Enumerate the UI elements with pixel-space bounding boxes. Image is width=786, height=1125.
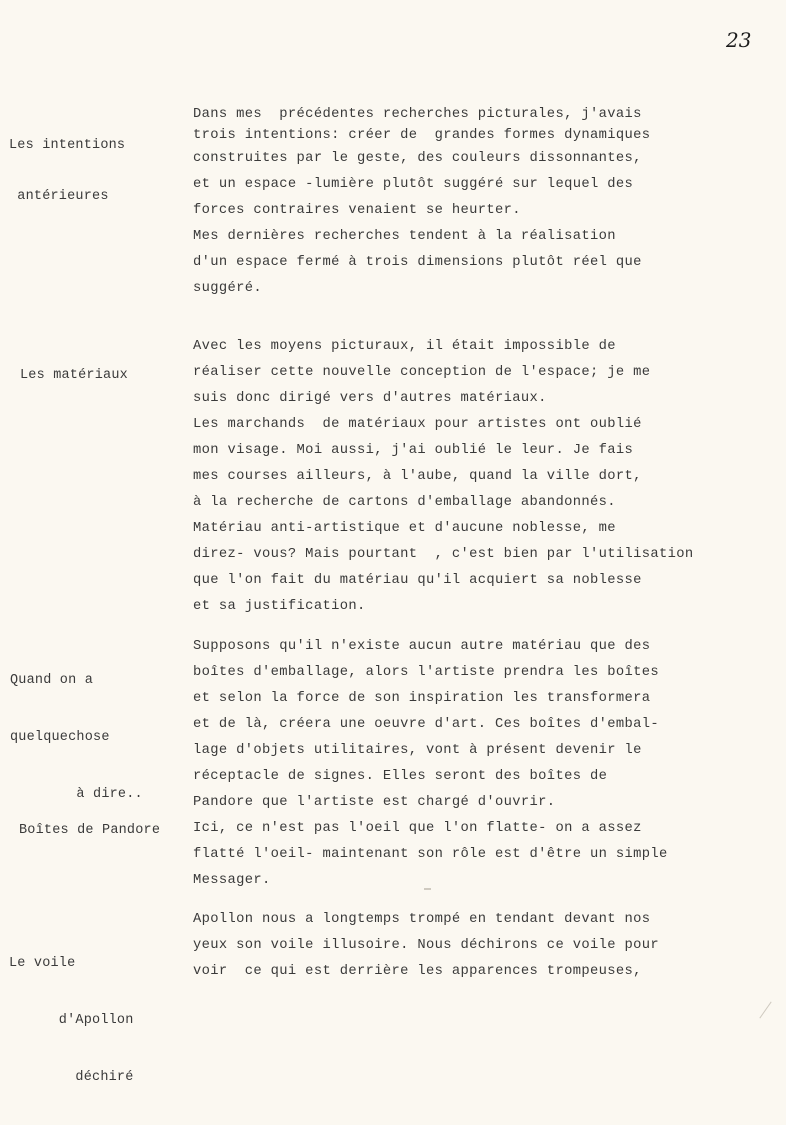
margin-line: à dire.. [10,787,143,802]
text-line: mon visage. Moi aussi, j'ai oublié le leur. Je fais [193,443,634,458]
text-line: direz- vous? Mais pourtant , c'est bien par l'utilisation [193,547,694,562]
margin-line: antérieures [9,189,109,204]
text-line: trois intentions: créer de grandes formes dynamiques [193,128,651,143]
margin-line: quelquechose [10,730,110,745]
text-line: voir ce qui est derrière les apparences trompeuses, [193,964,642,979]
paper-mark [759,1002,771,1019]
text-line: Pandore que l'artiste est chargé d'ouvrir. [193,795,556,810]
margin-line: Les intentions [9,138,126,153]
page-number: 23 [726,28,752,52]
margin-line: Boîtes de Pandore [19,823,161,838]
text-line: et selon la force de son inspiration les transformera [193,691,651,706]
text-line: d'un espace fermé à trois dimensions plutôt réel que [193,255,642,270]
paper-mark [424,888,431,890]
margin-line: Les matériaux [20,368,128,383]
text-line: boîtes d'emballage, alors l'artiste prendra les boîtes [193,665,659,680]
paragraph-boites [193,634,773,894]
text-line: à la recherche de cartons d'emballage abandonnés. [193,495,616,510]
text-line: lage d'objets utilitaires, vont à présent devenir le [193,743,642,758]
text-line: Les marchands de matériaux pour artistes ont oublié [193,417,642,432]
paragraph-materiaux [193,334,773,620]
text-line: Ici, ce n'est pas l'oeil que l'on flatte- on a assez [193,821,642,836]
margin-line: Le voile [9,956,76,971]
margin-note-intentions [9,103,125,239]
text-line: suis donc dirigé vers d'autres matériaux. [193,391,547,406]
paragraph-intentions [193,104,773,302]
text-line: forces contraires venaient se heurter. [193,203,521,218]
text-line: Messager. [193,873,271,888]
text-line: et de là, créera une oeuvre d'art. Ces boîtes d'embal- [193,717,659,732]
text-line: réceptacle de signes. Elles seront des boîtes de [193,769,608,784]
text-line: flatté l'oeil- maintenant son rôle est d'être un simple [193,847,668,862]
text-line: Dans mes précédentes recherches picturales, j'avais [193,107,642,122]
text-line: que l'on fait du matériau qu'il acquiert sa noblesse [193,573,642,588]
text-line: Mes dernières recherches tendent à la réalisation [193,229,616,244]
margin-line: déchiré [9,1070,134,1085]
text-line: et sa justification. [193,599,366,614]
text-line: Matériau anti-artistique et d'aucune noblesse, me [193,521,616,536]
text-line: yeux son voile illusoire. Nous déchirons ce voile pour [193,938,659,953]
text-line: Supposons qu'il n'existe aucun autre matériau que des [193,639,651,654]
paragraph-apollon [193,907,773,985]
text-line: Apollon nous a longtemps trompé en tendant devant nos [193,912,651,927]
text-line: construites par le geste, des couleurs dissonnantes, [193,151,642,166]
margin-note-voile-apollon [9,916,134,1125]
text-line: mes courses ailleurs, à l'aube, quand la ville dort, [193,469,642,484]
margin-note-boites-de-pandore [19,788,160,873]
text-line: suggéré. [193,281,263,296]
text-line: réaliser cette nouvelle conception de l'espace; je me [193,365,651,380]
text-line: et un espace -lumière plutôt suggéré sur lequel des [193,177,634,192]
text-line: Avec les moyens picturaux, il était impossible de [193,339,616,354]
margin-line: Quand on a [10,673,94,688]
margin-note-materiaux [20,333,128,418]
margin-line: d'Apollon [9,1013,134,1028]
